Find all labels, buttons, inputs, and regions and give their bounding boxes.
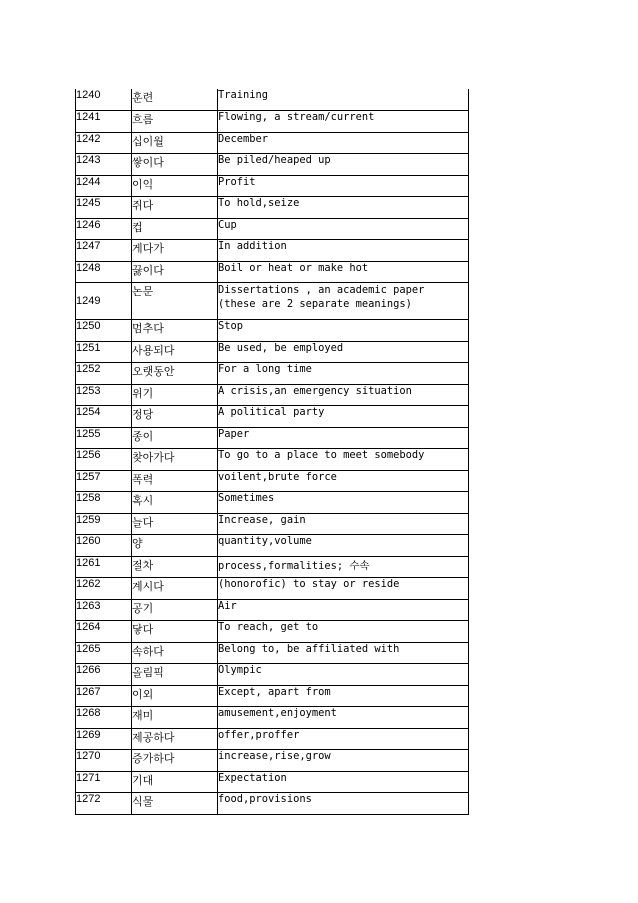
entry-number: 1250 (76, 320, 132, 342)
english-meaning: Increase, gain (218, 513, 469, 535)
table-row (76, 283, 469, 320)
korean-word: 식물 (132, 793, 218, 815)
korean-word: 폭력 (132, 470, 218, 492)
table-row (76, 89, 469, 111)
vocabulary-table (75, 89, 469, 815)
entry-number: 1248 (76, 261, 132, 283)
table-row (76, 175, 469, 197)
korean-word: 절차 (132, 556, 218, 578)
table-row (76, 218, 469, 240)
entry-number: 1261 (76, 556, 132, 578)
english-meaning-line: (these are 2 separate meanings) (218, 298, 412, 310)
entry-number: 1259 (76, 513, 132, 535)
table-row (76, 406, 469, 428)
korean-word: 양 (132, 535, 218, 557)
english-meaning: In addition (218, 240, 469, 262)
korean-word: 흐름 (132, 111, 218, 133)
entry-number: 1253 (76, 384, 132, 406)
table-row (76, 470, 469, 492)
english-meaning: Flowing, a stream/current (218, 111, 469, 133)
entry-number: 1245 (76, 197, 132, 219)
entry-number: 1251 (76, 341, 132, 363)
english-meaning: process,formalities; 수속 (218, 556, 469, 578)
english-meaning: Stop (218, 320, 469, 342)
entry-number: 1260 (76, 535, 132, 557)
entry-number: 1244 (76, 175, 132, 197)
english-meaning: Profit (218, 175, 469, 197)
entry-number: 1242 (76, 132, 132, 154)
korean-word: 혹시 (132, 492, 218, 514)
table-row (76, 599, 469, 621)
table-row (76, 728, 469, 750)
korean-word: 멈추다 (132, 320, 218, 342)
table-row (76, 261, 469, 283)
entry-number: 1266 (76, 664, 132, 686)
entry-number: 1258 (76, 492, 132, 514)
korean-word: 기대 (132, 771, 218, 793)
entry-number: 1272 (76, 793, 132, 815)
entry-number: 1270 (76, 750, 132, 772)
korean-word: 증가하다 (132, 750, 218, 772)
entry-number: 1254 (76, 406, 132, 428)
english-meaning: increase,rise,grow (218, 750, 469, 772)
english-meaning: Cup (218, 218, 469, 240)
english-meaning: voilent,brute force (218, 470, 469, 492)
english-meaning: Air (218, 599, 469, 621)
english-meaning: Be piled/heaped up (218, 154, 469, 176)
table-row (76, 197, 469, 219)
table-row (76, 707, 469, 729)
table-row (76, 240, 469, 262)
table-row (76, 320, 469, 342)
entry-number: 1269 (76, 728, 132, 750)
table-row (76, 750, 469, 772)
table-row (76, 664, 469, 686)
table-row (76, 621, 469, 643)
english-meaning: To reach, get to (218, 621, 469, 643)
entry-number: 1271 (76, 771, 132, 793)
korean-word: 컵 (132, 218, 218, 240)
korean-word: 찾아가다 (132, 449, 218, 471)
english-meaning: Expectation (218, 771, 469, 793)
korean-word: 속하다 (132, 642, 218, 664)
english-meaning-line: Dissertations , an academic paper (218, 284, 425, 296)
korean-word: 종이 (132, 427, 218, 449)
english-meaning: To hold,seize (218, 197, 469, 219)
table-row (76, 771, 469, 793)
table-row (76, 384, 469, 406)
entry-number: 1240 (76, 89, 132, 111)
english-meaning: Be used, be employed (218, 341, 469, 363)
entry-number: 1262 (76, 578, 132, 600)
vocabulary-table-body (76, 89, 469, 814)
english-meaning: Olympic (218, 664, 469, 686)
korean-word: 이외 (132, 685, 218, 707)
english-meaning: amusement,enjoyment (218, 707, 469, 729)
korean-word: 공기 (132, 599, 218, 621)
english-meaning (218, 283, 469, 320)
english-meaning: A crisis,an emergency situation (218, 384, 469, 406)
entry-number: 1241 (76, 111, 132, 133)
korean-word: 이익 (132, 175, 218, 197)
korean-word: 닿다 (132, 621, 218, 643)
english-meaning: offer,proffer (218, 728, 469, 750)
table-row (76, 578, 469, 600)
english-meaning: Paper (218, 427, 469, 449)
table-row (76, 154, 469, 176)
entry-number: 1265 (76, 642, 132, 664)
table-row (76, 642, 469, 664)
entry-number: 1263 (76, 599, 132, 621)
english-meaning: Belong to, be affiliated with (218, 642, 469, 664)
english-meaning: A political party (218, 406, 469, 428)
entry-number: 1256 (76, 449, 132, 471)
english-meaning: Boil or heat or make hot (218, 261, 469, 283)
korean-word: 위기 (132, 384, 218, 406)
korean-word: 계시다 (132, 578, 218, 600)
table-row (76, 535, 469, 557)
table-row (76, 132, 469, 154)
table-row (76, 111, 469, 133)
english-meaning: Except, apart from (218, 685, 469, 707)
english-meaning: (honorofic) to stay or reside (218, 578, 469, 600)
english-meaning: Training (218, 89, 469, 111)
entry-number: 1247 (76, 240, 132, 262)
korean-word: 십이월 (132, 132, 218, 154)
korean-word: 재미 (132, 707, 218, 729)
table-row (76, 556, 469, 578)
table-row (76, 793, 469, 815)
entry-number: 1243 (76, 154, 132, 176)
english-meaning: Sometimes (218, 492, 469, 514)
korean-word: 정당 (132, 406, 218, 428)
entry-number: 1257 (76, 470, 132, 492)
table-row (76, 513, 469, 535)
korean-word: 올림픽 (132, 664, 218, 686)
korean-word: 게다가 (132, 240, 218, 262)
entry-number: 1264 (76, 621, 132, 643)
english-meaning: December (218, 132, 469, 154)
table-row (76, 363, 469, 385)
english-meaning: To go to a place to meet somebody (218, 449, 469, 471)
entry-number: 1249 (76, 283, 132, 320)
table-row (76, 685, 469, 707)
korean-word: 논문 (132, 283, 218, 320)
korean-word: 끓이다 (132, 261, 218, 283)
korean-word: 오랫동안 (132, 363, 218, 385)
entry-number: 1255 (76, 427, 132, 449)
korean-word: 쥐다 (132, 197, 218, 219)
entry-number: 1267 (76, 685, 132, 707)
korean-word: 사용되다 (132, 341, 218, 363)
korean-word: 제공하다 (132, 728, 218, 750)
table-row (76, 427, 469, 449)
english-meaning: quantity,volume (218, 535, 469, 557)
english-meaning: For a long time (218, 363, 469, 385)
entry-number: 1252 (76, 363, 132, 385)
korean-word: 훈련 (132, 89, 218, 111)
entry-number: 1268 (76, 707, 132, 729)
entry-number: 1246 (76, 218, 132, 240)
english-meaning: food,provisions (218, 793, 469, 815)
table-row (76, 492, 469, 514)
table-row (76, 341, 469, 363)
korean-word: 쌓이다 (132, 154, 218, 176)
korean-word: 늘다 (132, 513, 218, 535)
table-row (76, 449, 469, 471)
